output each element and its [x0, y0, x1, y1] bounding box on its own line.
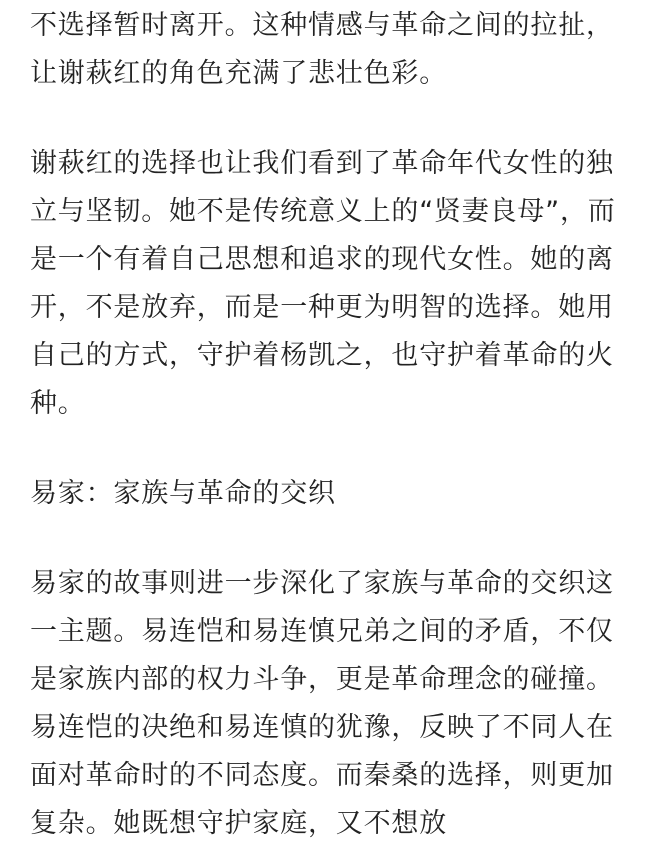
- article-paragraph: 易家的故事则进一步深化了家族与革命的交织这一主题。易连恺和易连慎兄弟之间的矛盾，不仅是家族内部的权力斗争，更是革命理念的碰撞。易连恺的决绝和易连慎的犹豫，反映了不同人在面对革命时的不同态度。而秦桑的选择，则更加复杂。她既想守护家庭，又不想放: [30, 568, 614, 839]
- article-page: [0, 2, 652, 844]
- section-heading: 易家：家族与革命的交织: [30, 478, 336, 509]
- article-paragraph: 谢萩红的选择也让我们看到了革命年代女性的独立与坚韧。她不是传统意义上的“贤妻良母”，而是一个有着自己思想和追求的现代女性。她的离开，不是放弃，而是一种更为明智的选择。她用自己的方式，守护着杨凯之，也守护着革命的火种。: [30, 148, 616, 419]
- article-paragraph: 不选择暂时离开。这种情感与革命之间的拉扯，让谢萩红的角色充满了悲壮色彩。: [30, 10, 614, 89]
